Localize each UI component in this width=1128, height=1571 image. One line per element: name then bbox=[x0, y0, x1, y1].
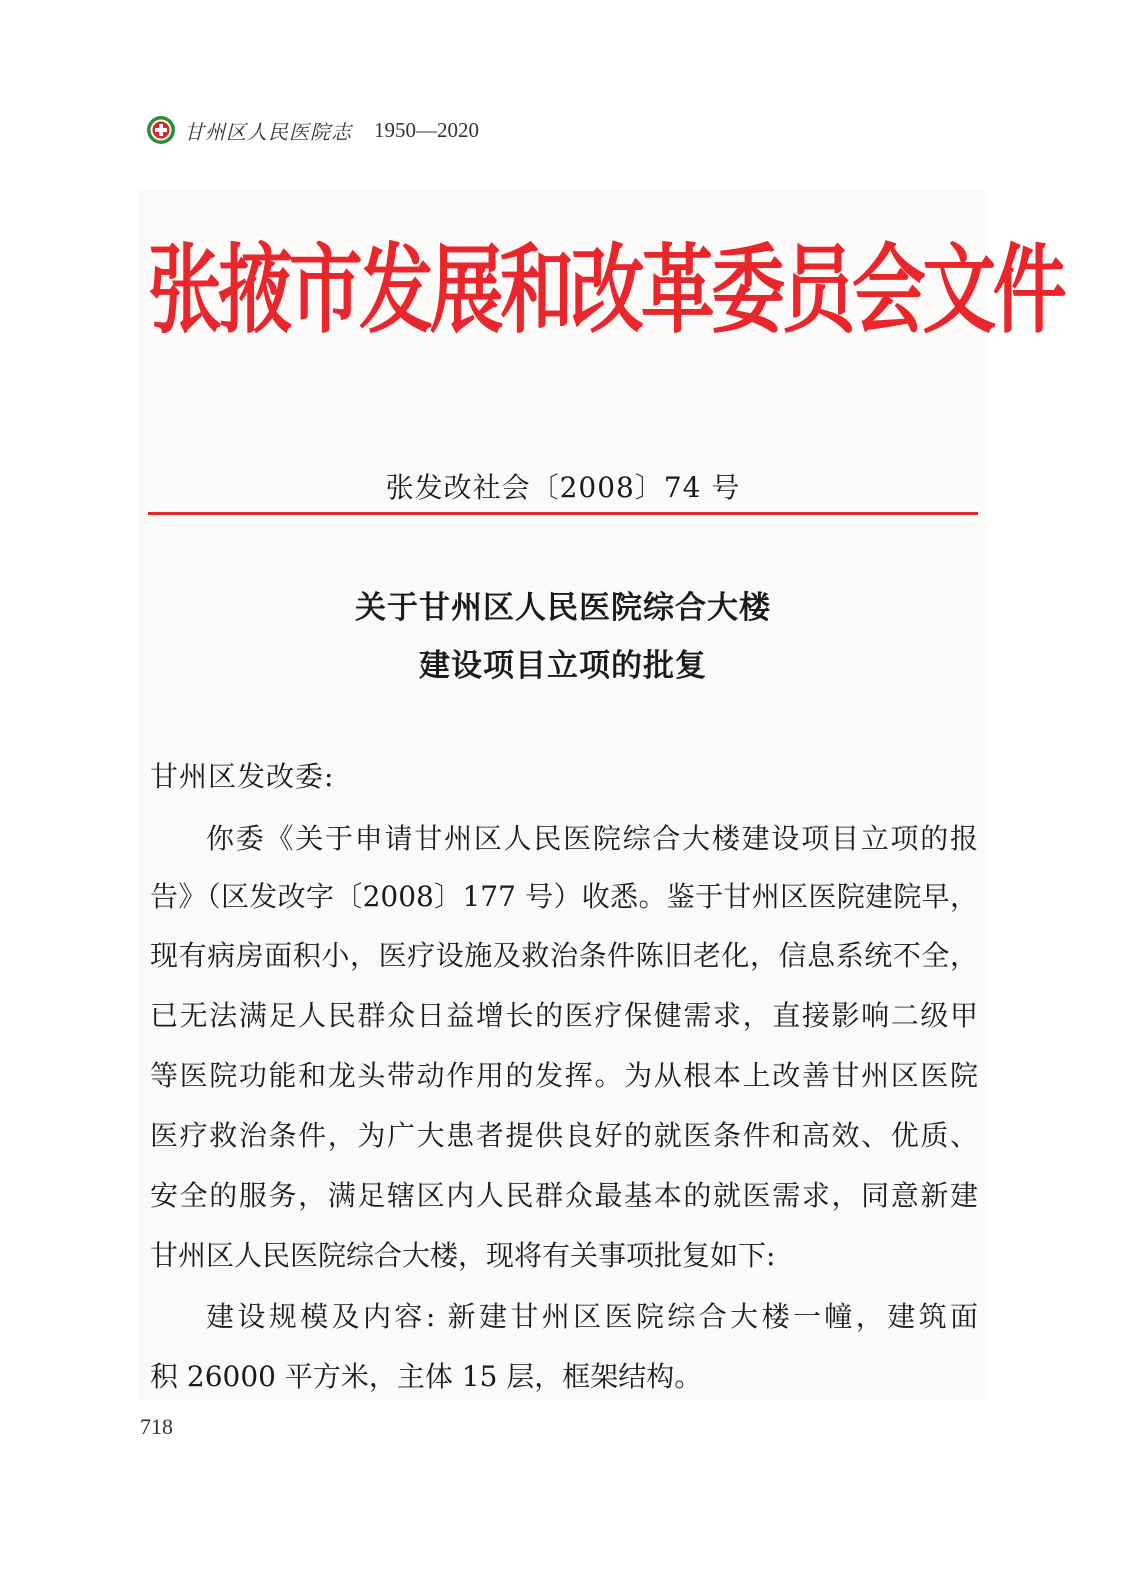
body-line: 甘州区人民医院综合大楼，现将有关事项批复如下: bbox=[150, 1239, 776, 1272]
body-line: 建设规模及内容: 新建甘州区医院综合大楼一幢，建筑面 bbox=[206, 1300, 978, 1333]
subject-line-2: 建设项目立项的批复 bbox=[419, 648, 707, 684]
body-line: 现有病房面积小，医疗设施及救治条件陈旧老化，信息系统不全， bbox=[150, 939, 978, 972]
red-divider-line bbox=[148, 512, 978, 515]
hospital-logo-icon bbox=[146, 115, 176, 145]
body-line: 等医院功能和龙头带动作用的发挥。为从根本上改善甘州区医院 bbox=[150, 1059, 978, 1092]
book-title: 甘州区人民医院志 bbox=[184, 119, 352, 144]
book-years: 1950—2020 bbox=[374, 117, 479, 142]
salutation: 甘州区发改委: bbox=[150, 760, 335, 793]
body-line: 安全的服务，满足辖区内人民群众最基本的就医需求，同意新建 bbox=[150, 1179, 978, 1212]
body-line: 已无法满足人民群众日益增长的医疗保健需求，直接影响二级甲 bbox=[150, 999, 978, 1032]
page-number: 718 bbox=[140, 1414, 173, 1439]
document-number: 张发改社会〔2008〕74 号 bbox=[385, 471, 741, 504]
subject-line-1: 关于甘州区人民医院综合大楼 bbox=[355, 590, 771, 626]
body-line: 你委《关于申请甘州区人民医院综合大楼建设项目立项的报 bbox=[206, 822, 978, 855]
body-line: 积 26000 平方米，主体 15 层，框架结构。 bbox=[150, 1360, 703, 1393]
body-line: 告》（区发改字〔2008〕177 号）收悉。鉴于甘州区医院建院早， bbox=[150, 880, 978, 913]
page-header bbox=[146, 112, 479, 148]
scanned-document bbox=[138, 190, 1064, 1400]
body-line: 医疗救治条件，为广大患者提供良好的就医条件和高效、优质、 bbox=[150, 1119, 978, 1152]
agency-title: 张掖市发展和改革委员会文件 bbox=[148, 233, 1064, 347]
